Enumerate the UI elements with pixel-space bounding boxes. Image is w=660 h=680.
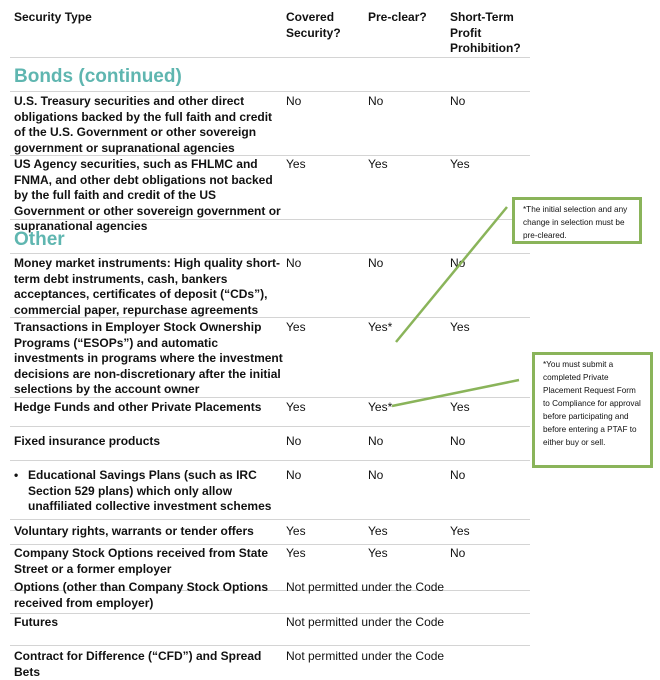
preclear-cell: Yes <box>368 157 388 171</box>
short-term-cell: Yes <box>450 320 470 334</box>
security-type-cell: Hedge Funds and other Private Placements <box>14 400 262 414</box>
not-permitted-note: Not permitted under the Code <box>286 649 445 663</box>
security-type-cell: U.S. Treasury securities and other direct obligations backed by the full faith and credit of the U.S. Government or other sovereign government or supranational agencies <box>14 94 273 155</box>
callout-connector-hedge <box>392 380 519 406</box>
preclear-cell: Yes* <box>368 400 393 414</box>
bullet-icon: • <box>14 468 19 482</box>
covered-cell: Yes <box>286 400 306 414</box>
header-security-type: Security Type <box>14 10 92 24</box>
security-type-cell: Transactions in Employer Stock Ownership Programs (“ESOPs”) and automatic investments in programs where the investment decisions are non-discretionary after the initial selections by the account owner <box>14 320 283 397</box>
not-permitted-note: Not permitted under the Code <box>286 580 445 594</box>
short-term-cell: No <box>450 434 466 448</box>
covered-cell: No <box>286 434 302 448</box>
covered-cell: Yes <box>286 157 306 171</box>
callout-hedge-note: *You must submit a completed Private Placement Request Form to Compliance for approval before participating and before entering a PTAF to either buy or sell. <box>532 352 653 468</box>
security-type-cell: Options (other than Company Stock Options received from employer) <box>14 580 269 610</box>
not-permitted-note: Not permitted under the Code <box>286 615 445 629</box>
preclear-cell: No <box>368 256 384 270</box>
preclear-cell: No <box>368 434 384 448</box>
short-term-cell: No <box>450 256 466 270</box>
short-term-cell: No <box>450 94 466 108</box>
security-type-cell: Voluntary rights, warrants or tender offers <box>14 524 254 538</box>
short-term-cell: Yes <box>450 157 470 171</box>
covered-cell: No <box>286 94 302 108</box>
header-short-term: Short-Term Profit Prohibition? <box>450 10 521 56</box>
short-term-cell: No <box>450 468 466 482</box>
security-type-cell: Futures <box>14 615 59 629</box>
security-type-cell: US Agency securities, such as FHLMC and FNMA, and other debt obligations not backed by the full faith and credit of the US Government or other sovereign government or supranational agencies <box>14 157 281 234</box>
security-type-cell: Money market instruments: High quality short-term debt instruments, cash, bankers acceptances, certificates of deposit (“CDs”), commercial paper, repurchase agreements <box>14 256 281 317</box>
callout-esop-note: *The initial selection and any change in selection must be pre-cleared. <box>512 197 642 244</box>
covered-cell: No <box>286 468 302 482</box>
preclear-cell: Yes <box>368 546 388 560</box>
covered-cell: Yes <box>286 546 306 560</box>
callout-connector-esop <box>396 207 507 342</box>
header-preclear: Pre-clear? <box>368 10 427 24</box>
security-type-cell: Fixed insurance products <box>14 434 161 448</box>
security-type-cell: Contract for Difference (“CFD”) and Spread Bets <box>14 649 262 679</box>
preclear-cell: No <box>368 468 384 482</box>
security-type-text: Educational Savings Plans (such as IRC Section 529 plans) which only allow unaffiliated collective investment schemes <box>28 468 272 514</box>
preclear-cell: Yes <box>368 524 388 538</box>
short-term-cell: No <box>450 546 466 560</box>
short-term-cell: Yes <box>450 400 470 414</box>
covered-cell: Yes <box>286 524 306 538</box>
security-type-cell: Company Stock Options received from State Street or a former employer <box>14 546 269 576</box>
section-title-other: Other <box>14 229 65 250</box>
section-title-bonds: Bonds (continued) <box>14 66 182 87</box>
covered-cell: No <box>286 256 302 270</box>
preclear-cell: No <box>368 94 384 108</box>
header-covered: Covered Security? <box>286 10 341 40</box>
preclear-cell: Yes* <box>368 320 393 334</box>
short-term-cell: Yes <box>450 524 470 538</box>
covered-cell: Yes <box>286 320 306 334</box>
